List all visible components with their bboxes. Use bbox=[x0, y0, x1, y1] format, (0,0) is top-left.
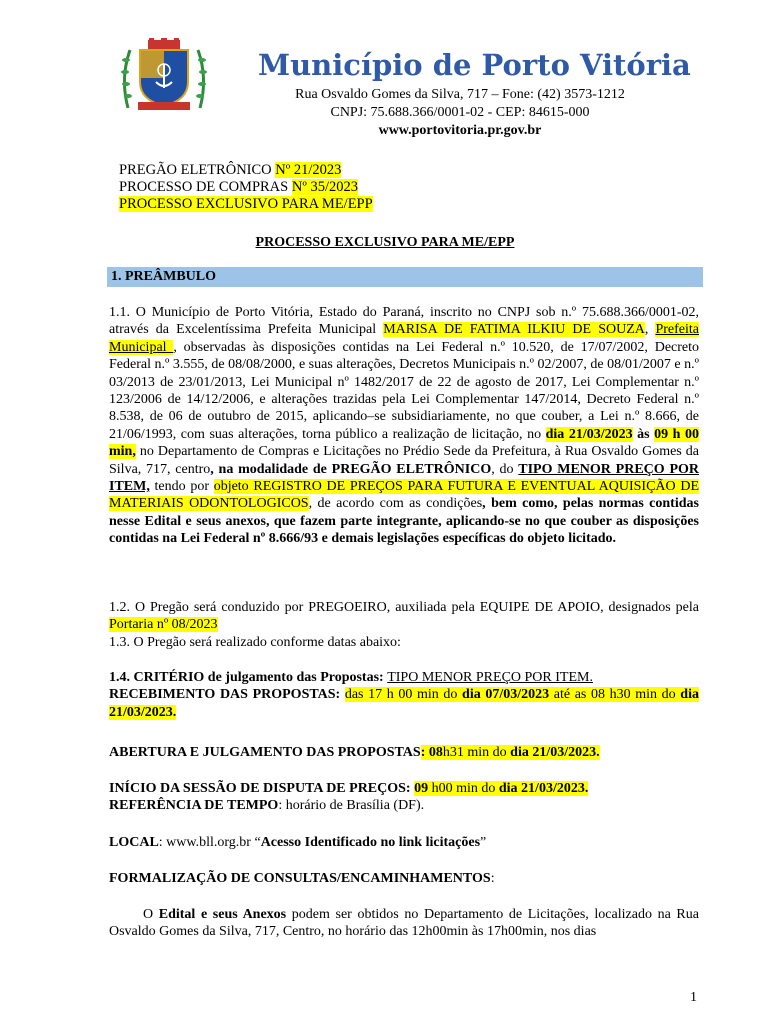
abertura-line: ABERTURA E JULGAMENTO DAS PROPOSTAS: 08h31 min do dia 21/03/2023. bbox=[109, 745, 600, 760]
paragraph-1-2: 1.2. O Pregão será conduzido por PREGOEIRO, auxiliada pela EQUIPE DE APOIO, designados pela Portaria nº 08/2023 1.3. O Pregão será realizado conforme datas abaixo: bbox=[109, 600, 699, 650]
processo-number: Nº 35/2023 bbox=[291, 179, 358, 195]
paragraph-1-3: 1.3. O Pregão será realizado conforme datas abaixo: bbox=[109, 634, 401, 650]
website-line: www.portovitoria.pr.gov.br bbox=[378, 123, 542, 138]
exclusivo-line: PROCESSO EXCLUSIVO PARA ME/EPP bbox=[119, 196, 373, 212]
reference-block bbox=[119, 162, 373, 213]
section-preambulo: 1. PREÂMBULO bbox=[107, 267, 703, 287]
edital-paragraph: O Edital e seus Anexos podem ser obtidos no Departamento de Licitações, localizado na Rua Osvaldo Gomes da Silva, 717, Centro, no horário das 12h00min às 17h00min, nos dias bbox=[109, 907, 699, 940]
paragraph-1-1: 1.1. O Município de Porto Vitória, Estado do Paraná, inscrito no CNPJ sob n.º 75.688.366/0001-02, através da Excelentíssima Prefeita Municipal MARISA DE FATIMA ILKIU DE SOUZA, Prefeita Municipal , observadas às disposições contidas na Lei Federal n.º 10.520, de 17/07/2002, Decreto Federal n.º 3.555, de 08/08/2000, e suas alterações, Decretos Municipais n.º 02/2007, de 08/01/2007 e n.º 03/2013 de 23/01/2013, Lei Municipal nº 1482/2017 de 22 de agosto de 2017, Lei Complementar n.º 123/2006 de 14/12/2006, e alterações trazidas pela Lei Complementar 147/2014, Decreto Federal n.º 8.538, de 06 de outubro de 2015, aplicando–se subsidiariamente, no que couber, a Lei n.º 8.666, de 21/06/1993, com suas alterações, torna público a realização de licitação, no dia 21/03/2023 às 09 h 00 min, no Departamento de Compras e Licitações no Prédio Sede da Prefeitura, à Rua Osvaldo Gomes da Silva, 717, centro, na modalidade de PREGÃO ELETRÔNICO, do TIPO MENOR PREÇO POR ITEM, tendo por objeto REGISTRO DE PREÇOS PARA FUTURA E EVENTUAL AQUISIÇÃO DE MATERIAIS ODONTOLOGICOS, de acordo com as condições, bem como, pelas normas contidas nesse Edital e seus anexos, que fazem parte integrante, aplicando-se no que couber as disposições contidas na Lei Federal nº 8.666/93 e demais legislações específicas do objeto licitado. bbox=[109, 305, 700, 547]
processo-line: PROCESSO DE COMPRAS Nº 35/2023 bbox=[119, 179, 358, 195]
paragraph-1-4: 1.4. CRITÉRIO de julgamento das Propostas: TIPO MENOR PREÇO POR ITEM. RECEBIMENTO DAS PROPOSTAS: das 17 h 00 min do dia 07/03/2023 até as 08 h30 min do dia 21/03/2023. bbox=[109, 670, 699, 720]
document-heading: PROCESSO EXCLUSIVO PARA ME/EPP bbox=[255, 235, 515, 250]
page-number: 1 bbox=[690, 990, 697, 1005]
cnpj-cep-line: CNPJ: 75.688.366/0001-02 - CEP: 84615-000 bbox=[330, 105, 590, 120]
formalizacao-line: FORMALIZAÇÃO DE CONSULTAS/ENCAMINHAMENTOS: bbox=[109, 871, 495, 886]
inicio-sessao-block: INÍCIO DA SESSÃO DE DISPUTA DE PREÇOS: 09 h00 min do dia 21/03/2023. REFERÊNCIA DE TEMPO: horário de Brasília (DF). bbox=[109, 781, 589, 814]
municipal-crest-icon bbox=[118, 38, 210, 118]
pregao-number: Nº 21/2023 bbox=[275, 162, 342, 178]
address-line: Rua Osvaldo Gomes da Silva, 717 – Fone: (42) 3573-1212 bbox=[295, 87, 625, 102]
pregao-line: PREGÃO ELETRÔNICO Nº 21/2023 bbox=[119, 162, 342, 178]
local-line: LOCAL: www.bll.org.br “Acesso Identificado no link licitações” bbox=[109, 835, 487, 850]
municipality-title: Município de Porto Vitória bbox=[258, 48, 691, 82]
